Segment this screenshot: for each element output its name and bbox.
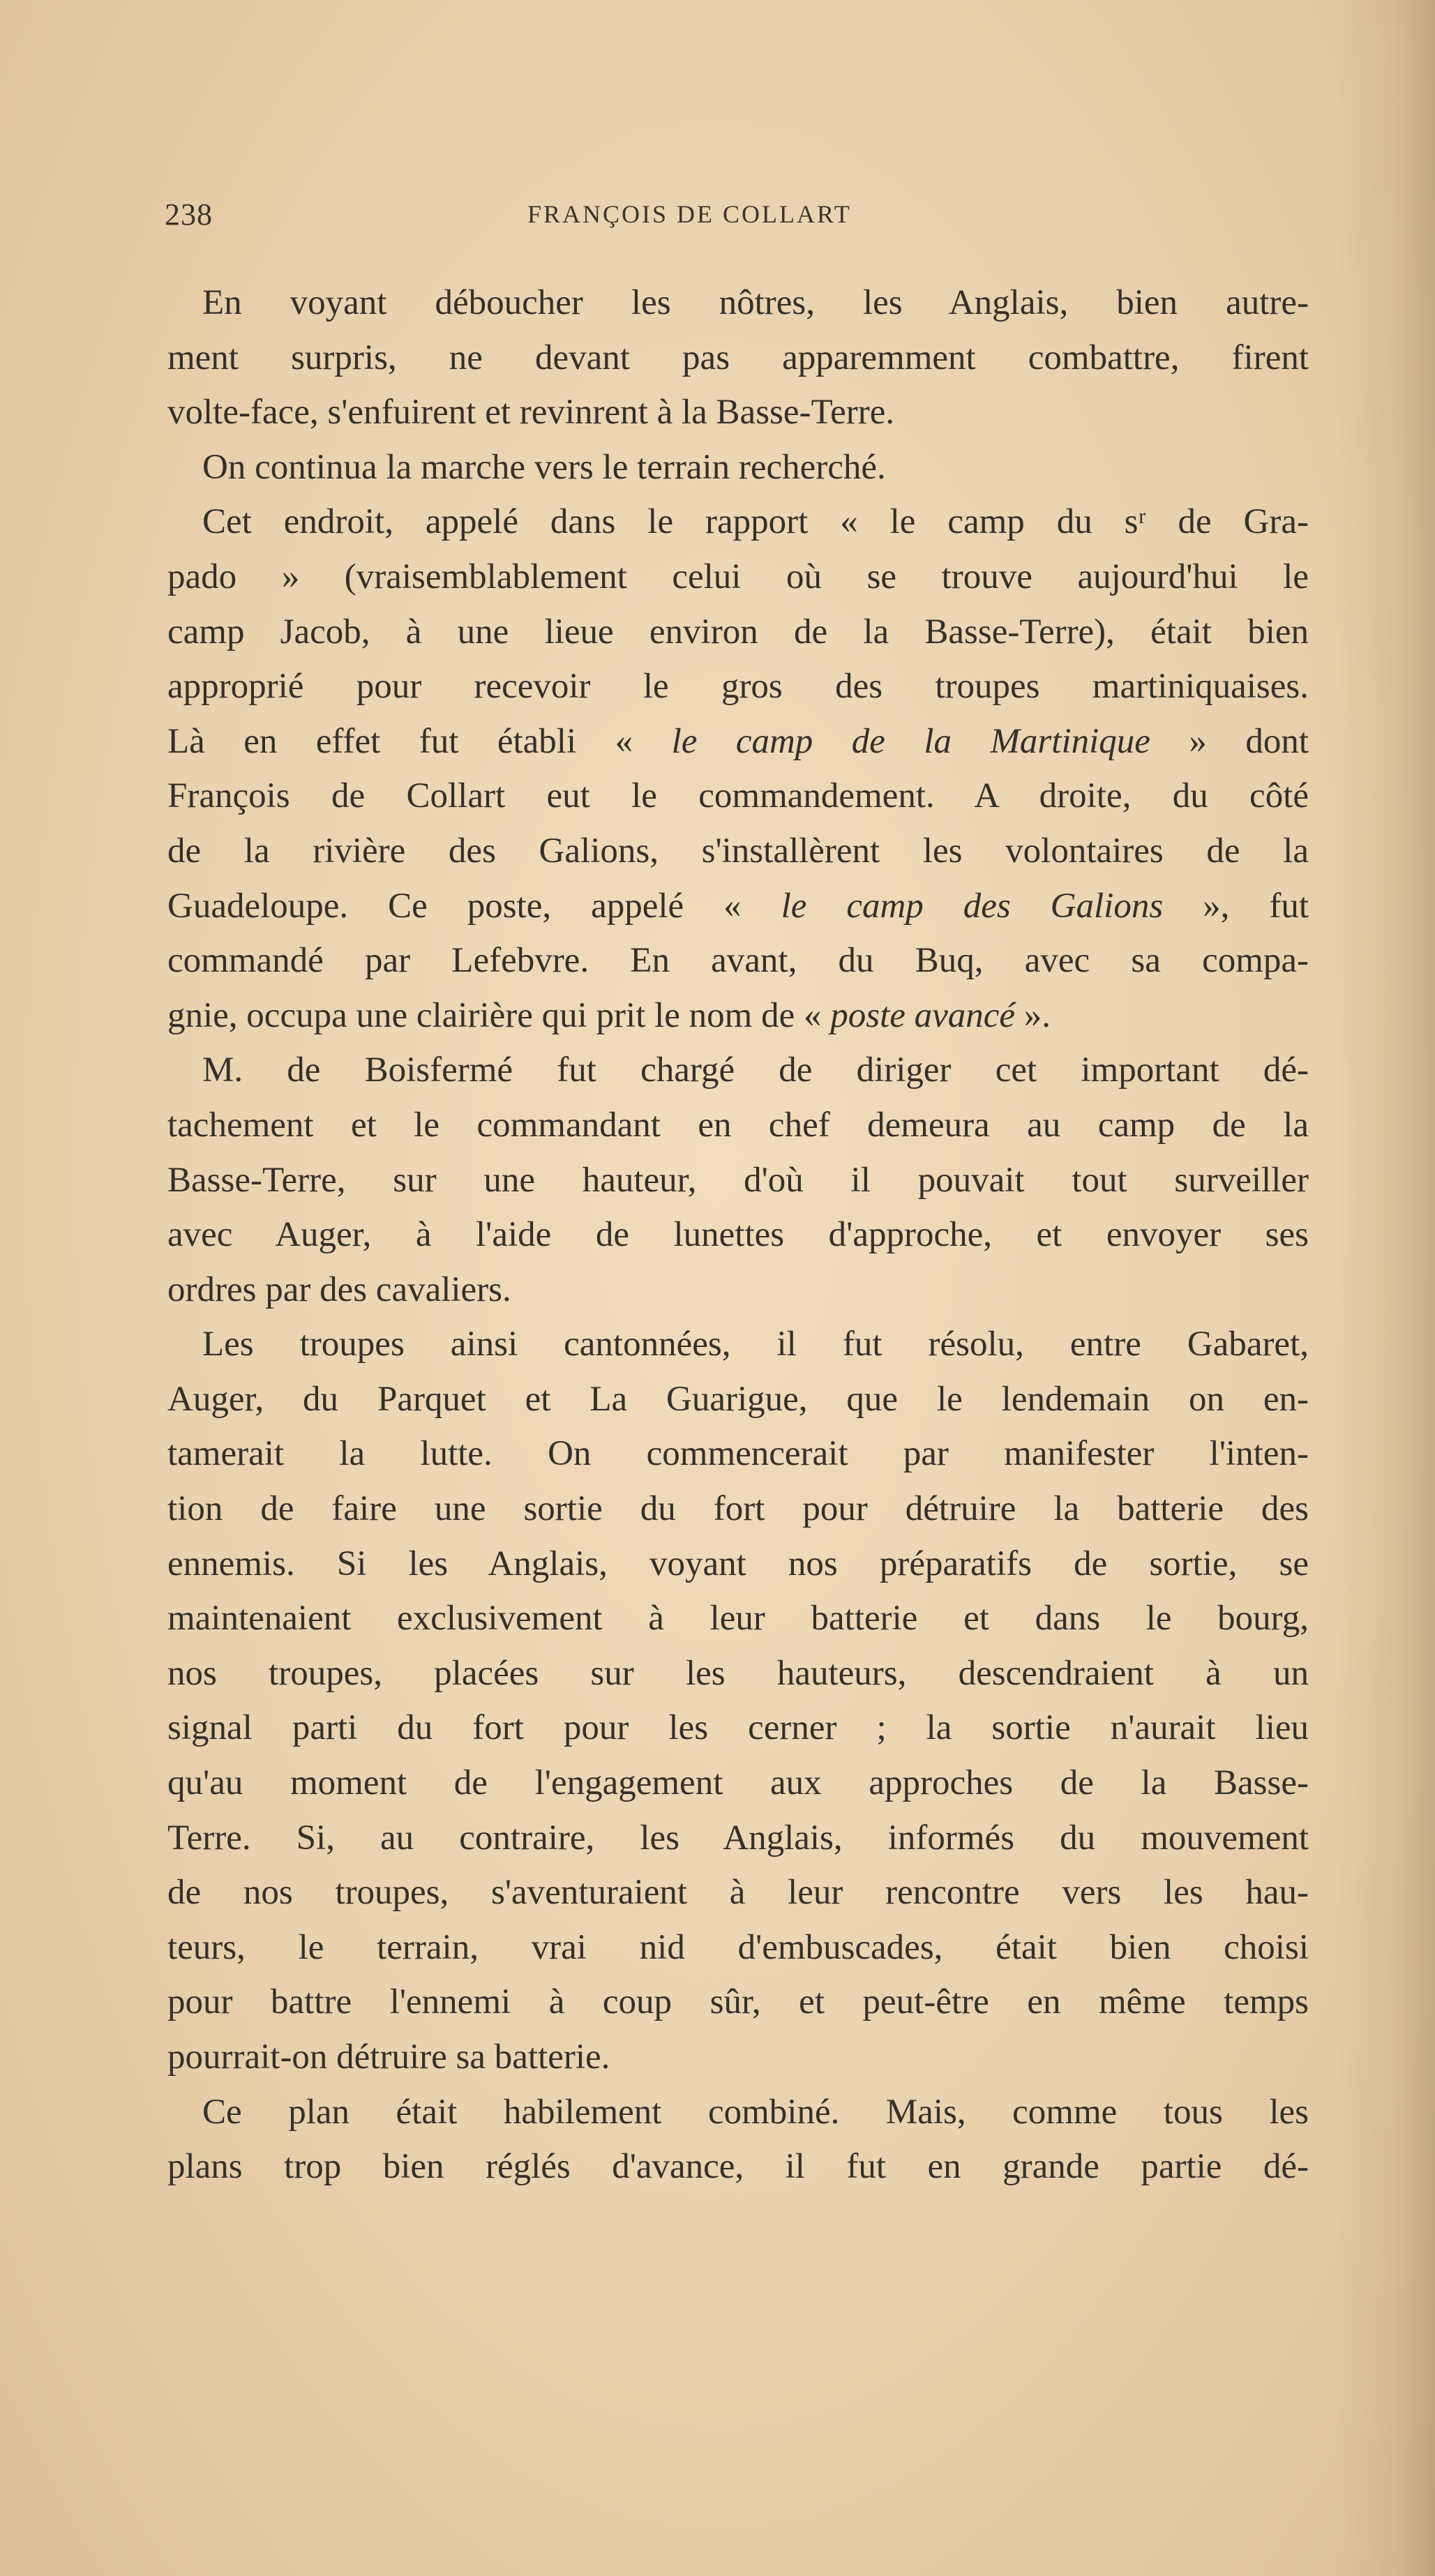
text-line: Basse-Terre, sur une hauteur, d'où il pouvait tout surveiller [167, 1160, 1309, 1200]
page-header [165, 197, 1309, 239]
text-line: pado » (vraisemblablement celui où se trouve aujourd'hui le [167, 557, 1309, 596]
text-line: Terre. Si, au contraire, les Anglais, informés du mouvement [167, 1818, 1309, 1858]
text-line: qu'au moment de l'engagement aux approches de la Basse- [167, 1763, 1309, 1803]
text-line: tachement et le commandant en chef demeura au camp de la [167, 1105, 1309, 1145]
text-line: approprié pour recevoir le gros des troupes martiniquaises. [167, 667, 1309, 707]
text-line: tamerait la lutte. On commencerait par manifester l'inten- [167, 1434, 1309, 1474]
text-line: camp Jacob, à une lieue environ de la Basse-Terre), était bien [167, 612, 1309, 651]
text-line: Cet endroit, appelé dans le rapport « le camp du sʳ de Gra- [202, 502, 1309, 542]
text-line: nos troupes, placées sur les hauteurs, descendraient à un [167, 1653, 1309, 1693]
text-line: maintenaient exclusivement à leur batterie et dans le bourg, [167, 1599, 1309, 1639]
text-line: teurs, le terrain, vrai nid d'embuscades, était bien choisi [167, 1927, 1309, 1967]
text-line: avec Auger, à l'aide de lunettes d'approche, et envoyer ses [167, 1215, 1309, 1255]
text-line: Auger, du Parquet et La Guarigue, que le lendemain on en- [167, 1379, 1309, 1419]
text-line: de la rivière des Galions, s'installèrent les volontaires de la [167, 831, 1309, 871]
text-line: ment surpris, ne devant pas apparemment combattre, firent [167, 338, 1309, 377]
text-line: pour battre l'ennemi à coup sûr, et peut-être en même temps [167, 1982, 1309, 2022]
text-line: Les troupes ainsi cantonnées, il fut résolu, entre Gabaret, [202, 1325, 1309, 1364]
text-line: En voyant déboucher les nôtres, les Anglais, bien autre- [202, 283, 1309, 322]
text-line: plans trop bien réglés d'avance, il fut en grande partie dé- [167, 2147, 1309, 2187]
page-number: 238 [165, 197, 213, 232]
text-line: Ce plan était habilement combiné. Mais, comme tous les [202, 2092, 1309, 2132]
text-line: Là en effet fut établi « le camp de la Martinique » dont [167, 721, 1309, 761]
text-line: volte-face, s'enfuirent et revinrent à la Basse-Terre. [167, 393, 895, 432]
running-head: FRANÇOIS DE COLLART [527, 200, 852, 228]
text-line: signal parti du fort pour les cerner ; la sortie n'aurait lieu [167, 1708, 1309, 1748]
text-line: ordres par des cavaliers. [167, 1270, 511, 1309]
text-line: ennemis. Si les Anglais, voyant nos préparatifs de sortie, se [167, 1544, 1309, 1583]
text-line: tion de faire une sortie du fort pour détruire la batterie des [167, 1489, 1309, 1529]
text-line: commandé par Lefebvre. En avant, du Buq, avec sa compa- [167, 941, 1309, 981]
text-line: Guadeloupe. Ce poste, appelé « le camp des Galions », fut [167, 886, 1309, 926]
text-line: M. de Boisfermé fut chargé de diriger cet important dé- [202, 1050, 1309, 1090]
italic-phrase: le camp de la Martinique [671, 721, 1150, 761]
text-line: de nos troupes, s'aventuraient à leur rencontre vers les hau- [167, 1873, 1309, 1913]
body-text [167, 276, 1309, 2194]
italic-phrase: poste avancé [830, 995, 1016, 1035]
page-edge-shadow [1337, 0, 1435, 2576]
text-line: gnie, occupa une clairière qui prit le nom de « poste avancé ». [167, 995, 1051, 1035]
italic-phrase: le camp des Galions [781, 886, 1164, 926]
text-line: pourrait-on détruire sa batterie. [167, 2038, 610, 2077]
text-line: On continua la marche vers le terrain recherché. [202, 447, 886, 487]
text-line: François de Collart eut le commandement. A droite, du côté [167, 776, 1309, 816]
